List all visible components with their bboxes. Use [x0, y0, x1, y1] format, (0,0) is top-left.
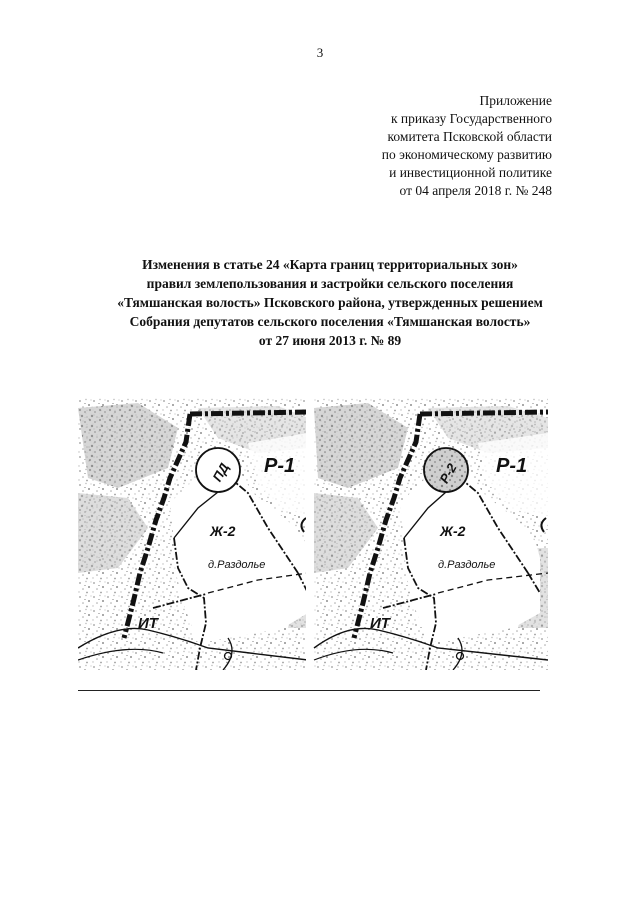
- zone-label-zh2-after: Ж-2: [440, 523, 466, 539]
- appendix-line: к приказу Государственного: [390, 111, 552, 126]
- appendix-line: по экономическому развитию: [381, 147, 552, 162]
- heading-line: от 27 июня 2013 г. № 89: [258, 333, 402, 348]
- heading-line: Собрания депутатов сельского поселения «Тямшанская волость»: [129, 314, 531, 329]
- map-before: [78, 398, 308, 670]
- zone-label-it-after: ИТ: [370, 615, 390, 632]
- settlement-label-after: д.Раздолье: [438, 559, 496, 571]
- zone-label-zh2-before: Ж-2: [210, 523, 236, 539]
- appendix-line: от 04 апреля 2018 г. № 248: [399, 183, 552, 198]
- settlement-label-before: д.Раздолье: [208, 559, 266, 571]
- zone-label-r1-before: Р-1: [264, 455, 296, 477]
- zone-label-r1-after: Р-1: [496, 455, 528, 477]
- appendix-line: и инвестиционной политике: [389, 165, 552, 180]
- appendix-line: Приложение: [479, 93, 552, 108]
- bottom-rule: [78, 690, 540, 691]
- circle-zone-label-after: Р-2: [436, 460, 460, 486]
- heading-line: правил землепользования и застройки сельского поселения: [146, 276, 514, 291]
- page-number: 3: [316, 45, 324, 60]
- heading-line: Изменения в статье 24 «Карта границ территориальных зон»: [142, 257, 518, 272]
- document-heading: [60, 255, 600, 350]
- appendix-block: [330, 92, 552, 200]
- appendix-line: комитета Псковской области: [387, 129, 552, 144]
- circle-zone-label-before: ПД: [209, 460, 232, 485]
- map-after: [314, 398, 548, 670]
- zone-label-it-before: ИТ: [138, 615, 158, 632]
- zone-map-comparison: [78, 398, 548, 670]
- zone-maps-svg: [78, 398, 548, 670]
- heading-line: «Тямшанская волость» Псковского района, утвержденных решением: [117, 295, 543, 310]
